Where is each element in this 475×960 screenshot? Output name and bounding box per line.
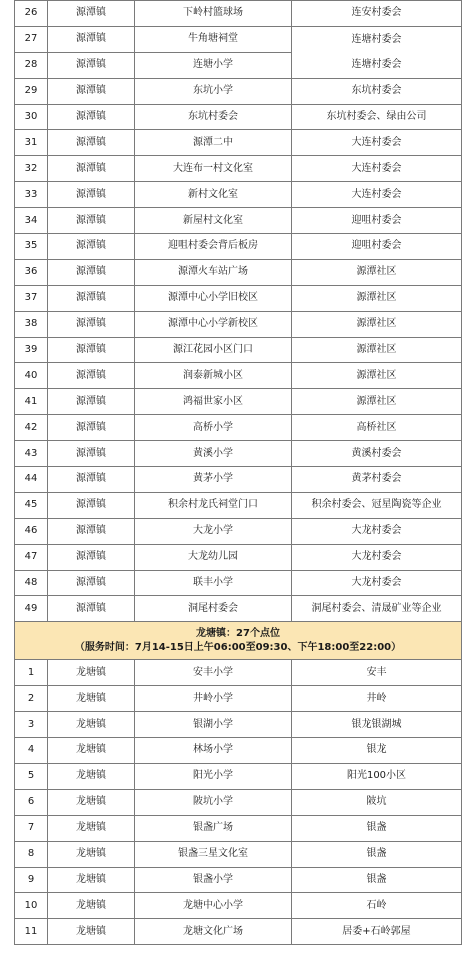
- place-cell: 大连布一村文化室: [135, 156, 292, 182]
- town-cell: 龙塘镇: [48, 763, 135, 789]
- place-cell: 联丰小学: [135, 570, 292, 596]
- table-row: [15, 104, 462, 130]
- place-cell: 黄茅小学: [135, 467, 292, 493]
- row-number: 38: [15, 311, 48, 337]
- place-cell: 洞尾村委会: [135, 596, 292, 622]
- village-cell: 大龙村委会: [292, 570, 462, 596]
- place-cell: 陂坑小学: [135, 789, 292, 815]
- table-row: [15, 26, 462, 52]
- town-cell: 龙塘镇: [48, 815, 135, 841]
- table-row: [15, 389, 462, 415]
- town-cell: 源潭镇: [48, 182, 135, 208]
- village-cell: 源潭社区: [292, 311, 462, 337]
- village-cell: 黄茅村委会: [292, 467, 462, 493]
- row-number: 45: [15, 492, 48, 518]
- table-body-longtang: [15, 660, 462, 945]
- site-table: [14, 0, 462, 945]
- place-cell: 大龙幼儿园: [135, 544, 292, 570]
- village-cell: 源潭社区: [292, 363, 462, 389]
- town-cell: 源潭镇: [48, 259, 135, 285]
- table-row: [15, 919, 462, 945]
- town-cell: 龙塘镇: [48, 686, 135, 712]
- town-cell: 源潭镇: [48, 52, 135, 78]
- town-cell: 龙塘镇: [48, 660, 135, 686]
- table-row: [15, 441, 462, 467]
- village-cell: 高桥社区: [292, 415, 462, 441]
- table-row: [15, 893, 462, 919]
- row-number: 27: [15, 26, 48, 52]
- town-cell: 源潭镇: [48, 596, 135, 622]
- place-cell: 牛角塘祠堂: [135, 26, 292, 52]
- village-cell: 银盏: [292, 841, 462, 867]
- place-cell: 银盏广场: [135, 815, 292, 841]
- village-cell: 阳光100小区: [292, 763, 462, 789]
- table-row: [15, 259, 462, 285]
- row-number: 29: [15, 78, 48, 104]
- table-row: [15, 518, 462, 544]
- place-cell: 源潭中心小学旧校区: [135, 285, 292, 311]
- village-cell: 积余村委会、冠星陶瓷等企业: [292, 492, 462, 518]
- place-cell: 东坑村委会: [135, 104, 292, 130]
- row-number: 6: [15, 789, 48, 815]
- town-cell: 源潭镇: [48, 104, 135, 130]
- village-cell: 源潭社区: [292, 259, 462, 285]
- table-row: [15, 311, 462, 337]
- place-cell: 井岭小学: [135, 686, 292, 712]
- row-number: 35: [15, 234, 48, 260]
- table-row: [15, 285, 462, 311]
- place-cell: 迎咀村委会背后板房: [135, 234, 292, 260]
- row-number: 42: [15, 415, 48, 441]
- town-cell: 龙塘镇: [48, 738, 135, 764]
- town-cell: 源潭镇: [48, 363, 135, 389]
- village-cell: 源潭社区: [292, 337, 462, 363]
- place-cell: 连塘小学: [135, 52, 292, 78]
- village-cell: 大龙村委会: [292, 518, 462, 544]
- village-cell: 银盏: [292, 867, 462, 893]
- section-banner: [15, 622, 462, 660]
- section-title: 龙塘镇：27个点位: [196, 627, 280, 639]
- table-row: [15, 660, 462, 686]
- table-row: [15, 570, 462, 596]
- table-row: [15, 686, 462, 712]
- place-cell: 源江花园小区门口: [135, 337, 292, 363]
- table-row: [15, 841, 462, 867]
- row-number: 49: [15, 596, 48, 622]
- row-number: 11: [15, 919, 48, 945]
- row-number: 39: [15, 337, 48, 363]
- place-cell: 新屋村文化室: [135, 208, 292, 234]
- row-number: 36: [15, 259, 48, 285]
- place-cell: 银湖小学: [135, 712, 292, 738]
- town-cell: 龙塘镇: [48, 893, 135, 919]
- town-cell: 源潭镇: [48, 1, 135, 27]
- town-cell: 源潭镇: [48, 467, 135, 493]
- table-row: [15, 415, 462, 441]
- town-cell: 源潭镇: [48, 78, 135, 104]
- town-cell: 源潭镇: [48, 441, 135, 467]
- row-number: 30: [15, 104, 48, 130]
- place-cell: 银盏小学: [135, 867, 292, 893]
- row-number: 26: [15, 1, 48, 27]
- town-cell: 源潭镇: [48, 234, 135, 260]
- table-row: [15, 467, 462, 493]
- table-row: [15, 208, 462, 234]
- town-cell: 龙塘镇: [48, 789, 135, 815]
- town-cell: 源潭镇: [48, 130, 135, 156]
- town-cell: 源潭镇: [48, 492, 135, 518]
- place-cell: 积余村龙氏祠堂门口: [135, 492, 292, 518]
- row-number: 37: [15, 285, 48, 311]
- section-hours: （服务时间：7月14-15日上午06:00至09:30、下午18:00至22:00）: [74, 641, 402, 653]
- town-cell: 源潭镇: [48, 570, 135, 596]
- row-number: 33: [15, 182, 48, 208]
- place-cell: 高桥小学: [135, 415, 292, 441]
- village-cell: 安丰: [292, 660, 462, 686]
- row-number: 28: [15, 52, 48, 78]
- village-cell: 连塘村委会: [292, 52, 462, 78]
- village-cell: 连安村委会: [292, 1, 462, 27]
- town-cell: 龙塘镇: [48, 919, 135, 945]
- place-cell: 下岭村篮球场: [135, 1, 292, 27]
- table-row: [15, 867, 462, 893]
- row-number: 31: [15, 130, 48, 156]
- row-number: 3: [15, 712, 48, 738]
- row-number: 46: [15, 518, 48, 544]
- town-cell: 龙塘镇: [48, 867, 135, 893]
- table-row: [15, 763, 462, 789]
- village-cell: 银龙: [292, 738, 462, 764]
- place-cell: 大龙小学: [135, 518, 292, 544]
- table-row: [15, 337, 462, 363]
- town-cell: 源潭镇: [48, 156, 135, 182]
- section-header-longtang: [15, 622, 462, 660]
- village-cell: 东坑村委会: [292, 78, 462, 104]
- row-number: 47: [15, 544, 48, 570]
- village-cell: 银盏: [292, 815, 462, 841]
- row-number: 43: [15, 441, 48, 467]
- row-number: 4: [15, 738, 48, 764]
- table-row: [15, 78, 462, 104]
- row-number: 32: [15, 156, 48, 182]
- row-number: 8: [15, 841, 48, 867]
- village-cell: 居委+石岭郭屋: [292, 919, 462, 945]
- town-cell: 源潭镇: [48, 208, 135, 234]
- place-cell: 林场小学: [135, 738, 292, 764]
- village-cell: 洞尾村委会、清晟矿业等企业: [292, 596, 462, 622]
- village-cell: 迎咀村委会: [292, 234, 462, 260]
- town-cell: 龙塘镇: [48, 712, 135, 738]
- row-number: 9: [15, 867, 48, 893]
- row-number: 1: [15, 660, 48, 686]
- village-cell: 源潭社区: [292, 285, 462, 311]
- table-row: [15, 130, 462, 156]
- town-cell: 源潭镇: [48, 415, 135, 441]
- place-cell: 安丰小学: [135, 660, 292, 686]
- village-cell: 井岭: [292, 686, 462, 712]
- village-cell: 黄溪村委会: [292, 441, 462, 467]
- village-cell: 东坑村委会、绿由公司: [292, 104, 462, 130]
- town-cell: 源潭镇: [48, 311, 135, 337]
- row-number: 7: [15, 815, 48, 841]
- town-cell: 源潭镇: [48, 285, 135, 311]
- row-number: 5: [15, 763, 48, 789]
- table-row: [15, 712, 462, 738]
- village-cell: 陂坑: [292, 789, 462, 815]
- village-cell: 连塘村委会: [292, 26, 462, 52]
- place-cell: 源潭中心小学新校区: [135, 311, 292, 337]
- row-number: 48: [15, 570, 48, 596]
- place-cell: 阳光小学: [135, 763, 292, 789]
- town-cell: 源潭镇: [48, 26, 135, 52]
- row-number: 2: [15, 686, 48, 712]
- table-row: [15, 492, 462, 518]
- row-number: 41: [15, 389, 48, 415]
- village-cell: 迎咀村委会: [292, 208, 462, 234]
- village-cell: 大龙村委会: [292, 544, 462, 570]
- town-cell: 龙塘镇: [48, 841, 135, 867]
- row-number: 44: [15, 467, 48, 493]
- table-row: [15, 182, 462, 208]
- village-cell: 大连村委会: [292, 156, 462, 182]
- table-row: [15, 815, 462, 841]
- table-row: [15, 1, 462, 27]
- village-cell: 大连村委会: [292, 130, 462, 156]
- table-row: [15, 363, 462, 389]
- town-cell: 源潭镇: [48, 544, 135, 570]
- village-cell: 银龙银湖城: [292, 712, 462, 738]
- row-number: 40: [15, 363, 48, 389]
- town-cell: 源潭镇: [48, 389, 135, 415]
- place-cell: 源潭火车站广场: [135, 259, 292, 285]
- place-cell: 新村文化室: [135, 182, 292, 208]
- town-cell: 源潭镇: [48, 337, 135, 363]
- row-number: 34: [15, 208, 48, 234]
- table-row: [15, 596, 462, 622]
- place-cell: 黄溪小学: [135, 441, 292, 467]
- table-row: [15, 738, 462, 764]
- place-cell: 源潭二中: [135, 130, 292, 156]
- village-cell: 石岭: [292, 893, 462, 919]
- place-cell: 润泰新城小区: [135, 363, 292, 389]
- place-cell: 东坑小学: [135, 78, 292, 104]
- row-number: 10: [15, 893, 48, 919]
- table-row: [15, 52, 462, 78]
- table-row: [15, 789, 462, 815]
- village-cell: 源潭社区: [292, 389, 462, 415]
- place-cell: 鸿福世家小区: [135, 389, 292, 415]
- table-row: [15, 234, 462, 260]
- place-cell: 银盏三星文化室: [135, 841, 292, 867]
- table-body-yuantan: [15, 1, 462, 622]
- table-row: [15, 156, 462, 182]
- town-cell: 源潭镇: [48, 518, 135, 544]
- table-row: [15, 544, 462, 570]
- village-cell: 大连村委会: [292, 182, 462, 208]
- place-cell: 龙塘文化广场: [135, 919, 292, 945]
- place-cell: 龙塘中心小学: [135, 893, 292, 919]
